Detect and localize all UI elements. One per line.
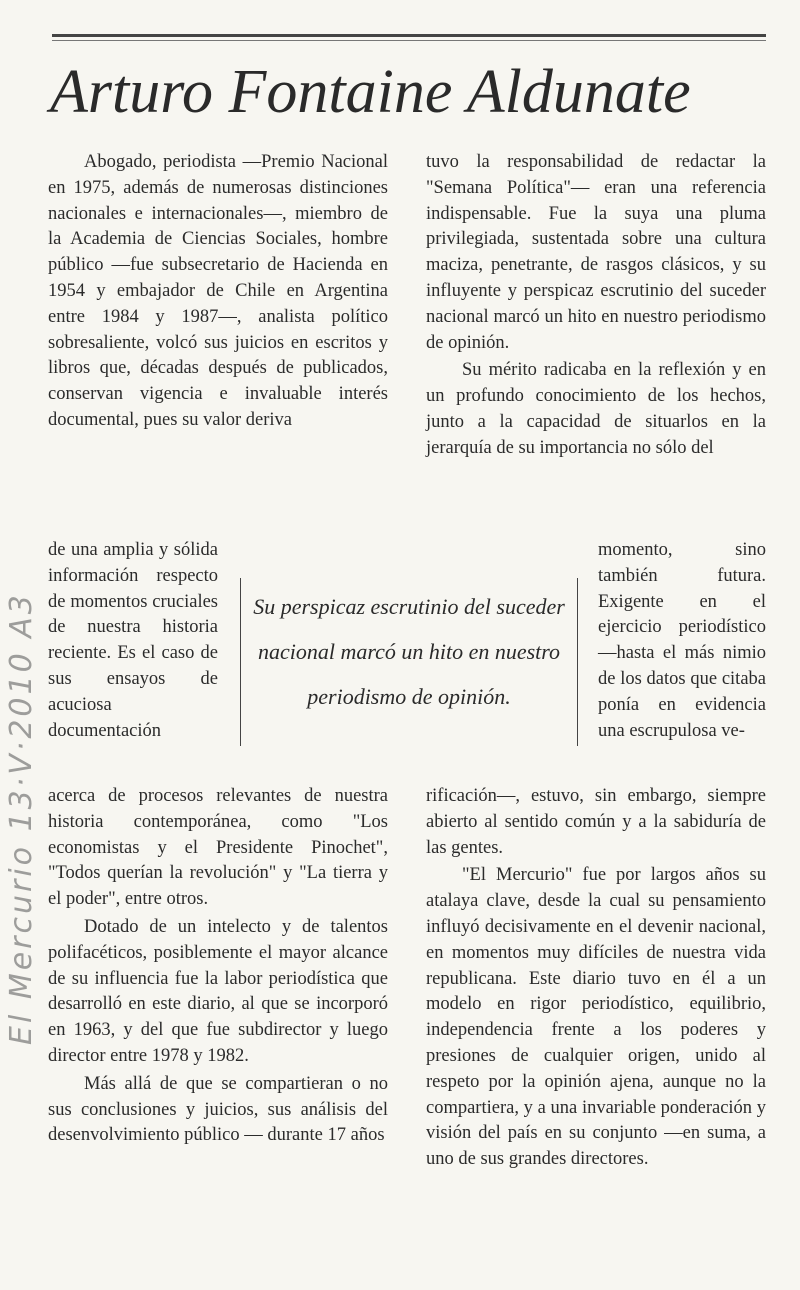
paragraph: acerca de procesos relevantes de nuestra historia contemporánea, como "Los economistas y el Presidente Pinochet", "Todos querían la revolución" y "La tierra y el poder", entre otros. — [48, 786, 388, 910]
right-column-top — [426, 150, 766, 462]
paragraph: de una amplia y sólida información respecto de momentos cruciales de nuestra historia reciente. Es el caso de sus ensayos de acuciosa documentación — [48, 540, 218, 741]
article-headline: Arturo Fontaine Aldunate — [50, 58, 691, 126]
left-column-bottom — [48, 784, 388, 1149]
paragraph: Su mérito radicaba en la reflexión y en un profundo conocimiento de los hechos, junto a la capacidad de situarlos en la jerarquía de su importancia no sólo del — [426, 360, 766, 458]
paragraph: rificación—, estuvo, sin embargo, siempre abierto al sentido común y a la sabiduría de las gentes. — [426, 786, 766, 858]
paragraph: Abogado, periodista —Premio Nacional en 1975, además de numerosas distinciones nacionales e internacionales—, miembro de la Academia de Ciencias Sociales, hombre público —fue subsecretario de Hacienda en 1954 y embajador de Chile en Argentina entre 1984 y 1987—, analista político sobresaliente, volcó sus juicios en escritos y libros que, décadas después de publicados, conservan vigencia e invaluable interés documental, pues su valor deriva — [48, 152, 388, 430]
left-column-narrow — [48, 538, 218, 744]
pull-quote-box — [240, 578, 578, 746]
pull-quote: Su perspicaz escrutinio del suceder nacional marcó un hito en nuestro periodismo de opinión. — [253, 594, 565, 709]
paragraph: Dotado de un intelecto y de talentos polifacéticos, posiblemente el mayor alcance de su influencia fue la labor periodística que desarrolló en este diario, al que se incorporó en 1963, y del que fue subdirector y luego director entre 1978 y 1982. — [48, 916, 388, 1066]
paragraph: "El Mercurio" fue por largos años su atalaya clave, desde la cual su pensamiento influyó decisivamente en el devenir nacional, en momentos muy difíciles de nuestra vida republicana. Este diario tuvo en él a un modelo en rigor periodístico, equilibrio, independencia frente a los poderes y presiones de cualquier origen, unido al respeto por la opinión ajena, aunque no la compartiera, y a una invariable ponderación y visión del país en su conjunto —en suma, a uno de sus grandes directores. — [426, 865, 766, 1170]
top-rule-thin — [52, 40, 766, 41]
paragraph: momento, sino también futura. Exigente en el ejercicio periodístico —hasta el más nimio de los datos que citaba ponía en evidencia una escrupulosa ve- — [598, 540, 766, 741]
handwritten-margin-note: El Mercurio 13·V·2010 A3 — [4, 592, 39, 1045]
top-rule — [52, 34, 766, 37]
paragraph: tuvo la responsabilidad de redactar la "Semana Política"— eran una referencia indispensable. Fue la suya una pluma privilegiada, sustentada sobre una cultura maciza, penetrante, de rasgos clásicos, y su influyente y perspicaz escrutinio del suceder nacional marcó un hito en nuestro periodismo de opinión. — [426, 152, 766, 353]
left-column-top — [48, 150, 388, 434]
right-column-bottom — [426, 784, 766, 1173]
right-column-narrow — [598, 538, 766, 744]
paragraph: Más allá de que se compartieran o no sus conclusiones y juicios, sus análisis del desenvolvimiento público — durante 17 años — [48, 1073, 388, 1146]
